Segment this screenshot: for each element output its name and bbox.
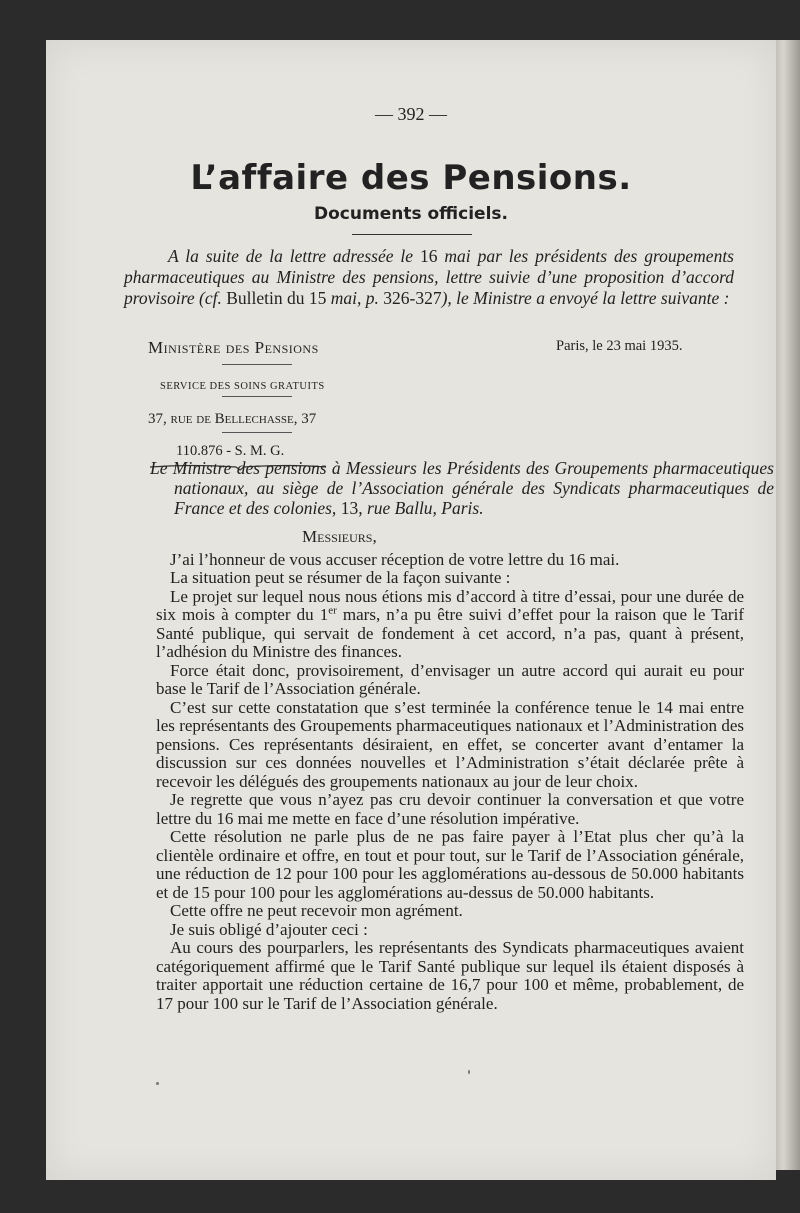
- page-number: — 392 —: [375, 104, 447, 124]
- document-page: [46, 40, 776, 1180]
- title-rule: [352, 234, 472, 235]
- addressee-number: 13: [340, 498, 359, 518]
- intro-text-4: mai, p.: [326, 288, 384, 308]
- body-paragraph: Cette offre ne peut recevoir mon agrément.: [170, 901, 463, 920]
- page-title: L’affaire des Pensions.: [190, 158, 632, 198]
- letter-body: [156, 528, 744, 1013]
- body-paragraph: C’est sur cette constatation que s’est terminée la conférence tenue le 14 mai entre les représentants des Groupements pharmaceutiques nationaux et l’Administration des pensions. Ces représentants désiraient, en effet, se concerter avant d’entamer la discussion sur ces données nouvelles et l’Administration s’était déclarée prête à recevoir les délégués des groupements nationaux au jour de leur choix.: [156, 697, 744, 791]
- paper-speck: [468, 1070, 470, 1074]
- body-paragraph: Au cours des pourparlers, les représentants des Syndicats pharmaceutiques avaient catégoriquement affirmé que le Tarif Santé publique sur lequel ils étaient disposés à traiter apportait une réduction certaine de 16,7 pour 100 et même, probablement, de 17 pour 100 sur le Tarif de l’Association générale.: [156, 938, 744, 1013]
- intro-cf: cf.: [204, 288, 222, 308]
- letterhead-rule-1: [222, 364, 292, 365]
- projet-text-2: mars, n’a pu être suivi d’effet pour la raison que le Tarif Santé publique, qui servait de fondement à cet accord, n’a pas, quant à présent, l’adhésion du Ministre des finances.: [156, 605, 744, 661]
- next-page-edge: [772, 40, 800, 1170]
- body-paragraph-projet: [156, 588, 744, 662]
- letterhead-ministry: Ministère des Pensions: [148, 338, 319, 357]
- intro-bulletin-date: 15: [308, 288, 327, 308]
- intro-date: 16: [419, 246, 438, 266]
- projet-superscript: er: [328, 604, 337, 617]
- letterhead-rule-3: [222, 432, 292, 433]
- letterhead-address: 37, rue de Bellechasse, 37: [148, 411, 317, 427]
- body-paragraph: Cette résolution ne parle plus de ne pas faire payer à l’Etat plus cher qu’à la clientèle ordinaire et offre, en tout et pour tout, sur le Tarif de l’Association générale, une réduction de 12 pour 100 pour les agglomérations au-dessous de 50.000 habitants et de 15 pour 100 pour les agglomérations au-dessus de 50.000 habitants.: [156, 827, 744, 902]
- page-subtitle: Documents officiels.: [314, 204, 508, 224]
- body-paragraph: J’ai l’honneur de vous accuser réception de votre lettre du 16 mai.: [170, 549, 620, 569]
- letterhead: [148, 338, 328, 472]
- letter-date: Paris, le 23 mai 1935.: [556, 338, 683, 354]
- body-paragraph: Force était donc, provisoirement, d’envisager un autre accord qui aurait eu pour base le Tarif de l’Association générale.: [156, 660, 744, 698]
- letterhead-reference: 110.876 - S. M. G.: [176, 443, 285, 459]
- body-paragraph: La situation peut se résumer de la façon suivante :: [170, 568, 511, 587]
- intro-text-3: Bulletin du: [221, 288, 309, 308]
- addressee-text-1: Le Ministre des pensions à Messieurs les Présidents des Groupements pharmaceutiques nationaux, au siège de l’Association générale des Syndicats pharmaceutiques de France et des colonies,: [150, 458, 774, 518]
- body-paragraph: Je regrette que vous n’ayez pas cru devoir continuer la conversation et que votre lettre du 16 mai me mette en face d’une résolution impérative.: [156, 790, 744, 828]
- letterhead-rule-2: [222, 396, 292, 397]
- letterhead-service: SERVICE DES SOINS GRATUITS: [160, 381, 325, 392]
- paper-speck: [156, 1082, 159, 1085]
- addressee-text-2: , rue Ballu, Paris.: [358, 498, 484, 518]
- intro-text-5: ), le Ministre a envoyé la lettre suivante :: [441, 288, 730, 308]
- letter-salutation: Messieurs,: [302, 527, 377, 546]
- body-paragraph: Je suis obligé d’ajouter ceci :: [170, 919, 368, 939]
- intro-text-1: A la suite de la lettre adressée le: [168, 246, 420, 266]
- letter-addressee: [150, 458, 774, 518]
- intro-text-2: mai par les présidents des groupements pharmaceutiques au Ministre des pensions, lettre suivie d’une proposition d’accord provisoire (: [124, 246, 734, 308]
- projet-text-1: Le projet sur lequel nous nous étions mis d’accord à titre d’essai, pour une durée de six mois à compter du 1: [156, 586, 744, 624]
- intro-pages: 326-327: [383, 288, 442, 308]
- intro-paragraph: [124, 246, 734, 309]
